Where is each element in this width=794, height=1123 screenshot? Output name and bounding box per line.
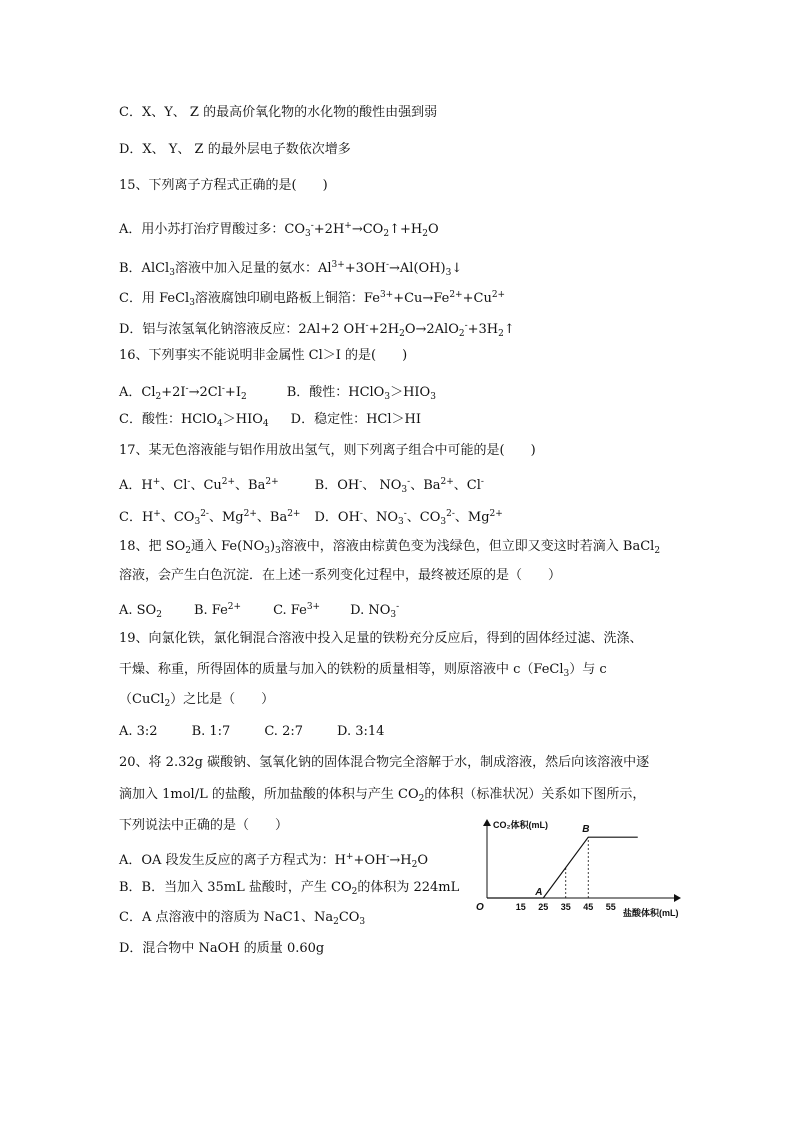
- point-label-b: B: [582, 824, 590, 836]
- q18-options: A. $SO_2$ B. $Fe^{2+}$ C. $Fe^{3+}$ D. $NO_3^-$: [119, 602, 400, 620]
- q20-option-c: C．A 点溶液中的溶质为 NaC1、$Na_2CO_3$: [119, 910, 366, 927]
- q20-option-a: A．OA 段发生反应的离子方程式为：$H^++OH^-\to H_2O$: [119, 852, 429, 870]
- q20-stem-line1: 20、将 2.32g 碳酸钠、氢氧化钠的固体混合物完全溶解于水，制成溶液，然后向该溶液中逐: [119, 755, 650, 770]
- q14-option-c: C．X、Y、 Z 的最高价氧化物的水化物的酸性由强到弱: [119, 105, 438, 120]
- origin-label: O: [476, 902, 484, 913]
- q16-options-cd: C．酸性：$HClO_4>HIO_4$ D．稳定性：HCl＞HI: [119, 412, 421, 429]
- q20-stem-line2: 滴加入 1mol/L 的盐酸，所加盐酸的体积与产生 $CO_2$的体积（标准状况）关系如下图所示，: [119, 787, 646, 804]
- x-tick-label: 15: [515, 902, 526, 912]
- q15-stem: 15、下列离子方程式正确的是( ): [119, 178, 328, 193]
- q20-option-b: B．B．当加入 35mL 盐酸时，产生 $CO_2$的体积为 224mL: [119, 880, 460, 897]
- q15-option-b: B．AlCl$_3$溶液中加入足量的氨水：$Al^{3+}+3OH^-\to Al(OH)_3↓$: [119, 260, 463, 278]
- q19-stem-line1: 19、向氯化铁，氯化铜混合溶液中投入足量的铁粉充分反应后，得到的固体经过滤、洗涤、: [119, 631, 643, 646]
- q17-options-cd: C．H+、$CO_3^{2-}$、$Mg^{2+}$、$Ba^{2+}$ D．OH-、$NO_3^-$、$CO_3^{2-}$、$Mg^{2+}$: [119, 509, 503, 527]
- x-tick-label: 35: [560, 902, 571, 912]
- x-tick-label: 55: [605, 902, 616, 912]
- series-line: [487, 837, 638, 898]
- q17-options-ab: A．H+、Cl-、$Cu^{2+}$、$Ba^{2+}$ B．OH-、 $NO_3^-$、$Ba^{2+}$、Cl-: [119, 477, 484, 495]
- y-axis-label: CO₂体积(mL): [493, 820, 548, 830]
- q17-stem: 17、某无色溶液能与铝作用放出氢气，则下列离子组合中可能的是( ): [119, 443, 536, 458]
- q20-stem-line3: 下列说法中正确的是（ ）: [119, 818, 289, 833]
- q18-stem-line1: 18、把 $SO_2$通入 $Fe(NO_3)_3$溶液中，溶液由棕黄色变为浅绿色，但立即又变这时若滴入 BaCl$_2$: [119, 539, 661, 556]
- point-label-a: A: [535, 887, 543, 898]
- q19-stem-line3: （CuCl$_2$）之比是（ ）: [119, 692, 275, 709]
- q16-stem: 16、下列事实不能说明非金属性 Cl＞I 的是( ): [119, 348, 408, 363]
- q19-stem-line2: 干燥、称重，所得固体的质量与加入的铁粉的质量相等，则原溶液中 c（FeCl$_3$）与 c: [119, 662, 607, 679]
- q20-option-d: D．混合物中 NaOH 的质量 0.60g: [119, 941, 325, 956]
- x-tick-label: 25: [538, 902, 549, 912]
- q15-option-d: D．铝与浓氢氧化钠溶液反应：2Al+2 $OH^-+2H_2O\to 2AlO_2^-+3H_2↑$: [119, 321, 515, 339]
- x-axis-label: 盐酸体积(mL): [623, 908, 679, 918]
- q15-option-a: A．用小苏打治疗胃酸过多：$CO_3^-+2H^+\to CO_2↑+H_2O$: [119, 221, 439, 239]
- q14-option-d: D．X、 Y、 Z 的最外层电子数依次增多: [119, 142, 351, 157]
- q15-option-c: C．用 FeCl$_3$溶液腐蚀印刷电路板上铜箔：$Fe^{3+}+Cu\to Fe^{2+}+Cu^{2+}$: [119, 290, 506, 308]
- x-tick-label: 45: [583, 902, 594, 912]
- q18-stem-line2: 溶液，会产生白色沉淀．在上述一系列变化过程中，最终被还原的是（ ）: [119, 568, 562, 583]
- q16-options-ab: A．$Cl_2+2I^-\to 2Cl^-+I_2$ B．酸性：$HClO_3>HIO_3$: [119, 384, 436, 402]
- q19-options: A. 3:2 B. 1:7 C. 2:7 D. 3:14: [119, 724, 385, 739]
- q20-chart: [470, 812, 705, 924]
